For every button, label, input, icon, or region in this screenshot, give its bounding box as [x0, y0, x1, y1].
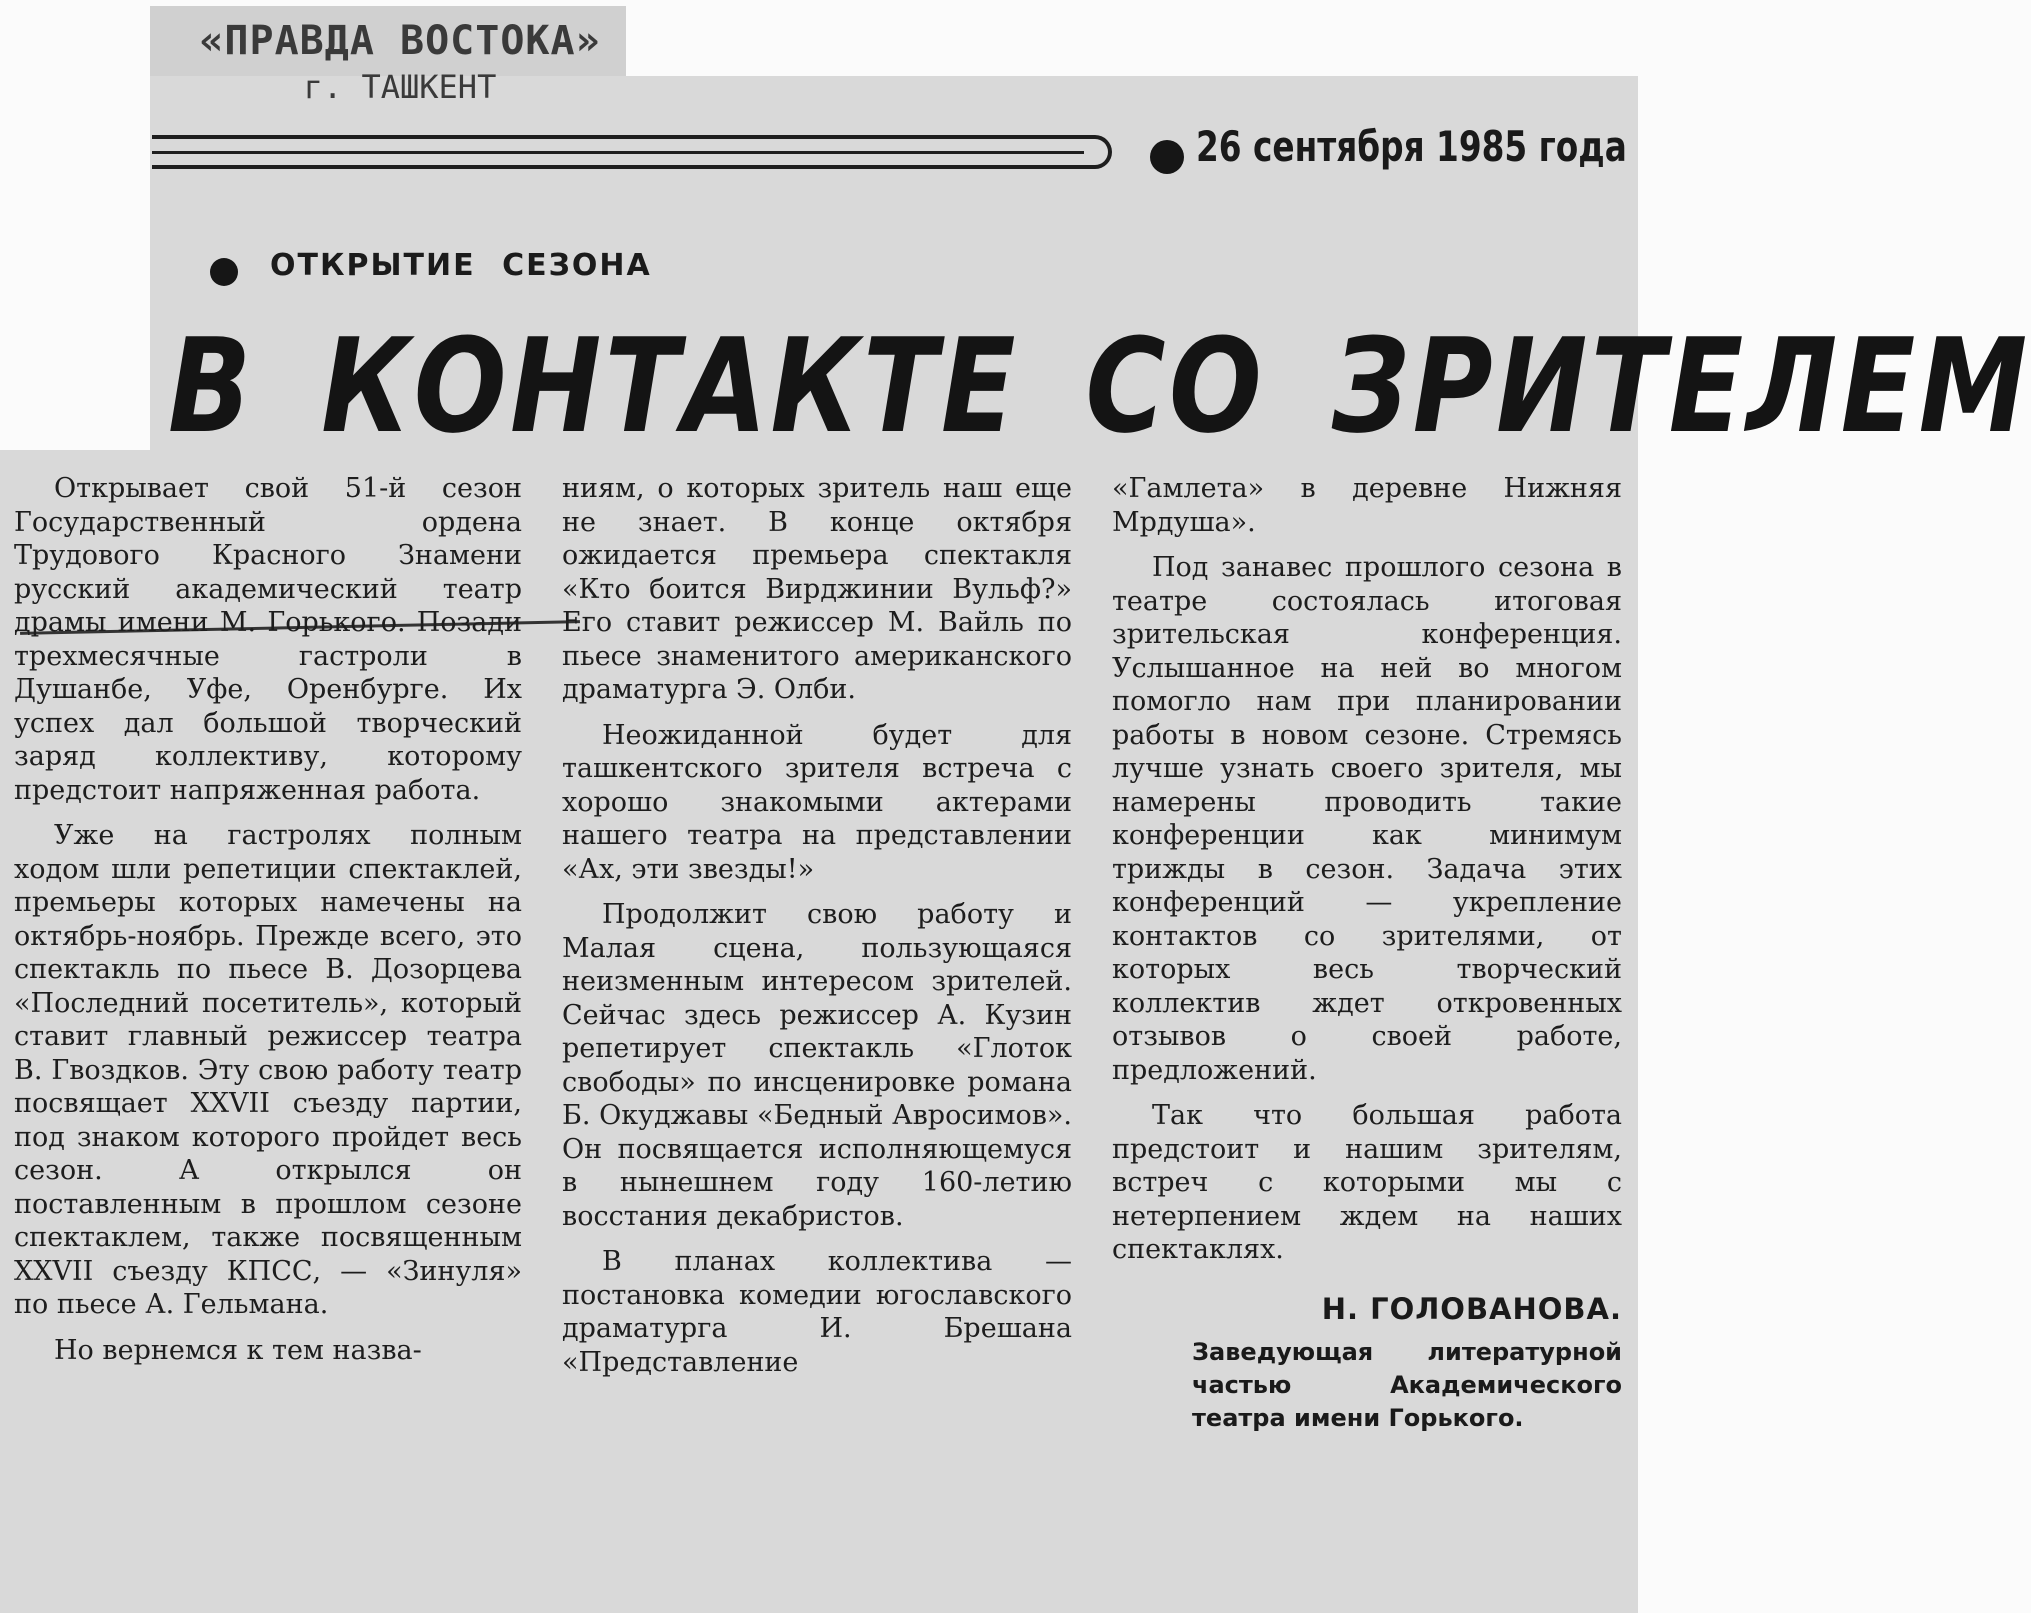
- rubric-bullet-icon: [210, 258, 238, 286]
- newspaper-city: г. ТАШКЕНТ: [303, 68, 497, 106]
- paragraph: Под занавес прошлого сезона в театре состоялась итоговая зрительская конференция. Услышанное на ней во многом помогло нам при планировании работы в новом сезоне. Стремясь лучше узнать своего зрителя, мы намерены проводить такие конференции как минимум трижды в сезон. Задача этих конференций — укрепление контактов со зрителями, от которых весь творческий коллектив ждет откровенных отзывов о своей работе, предложений.: [1112, 552, 1622, 1086]
- article-headline: В КОНТАКТЕ СО ЗРИТЕЛЕМ: [168, 310, 2031, 462]
- article-rubric: ОТКРЫТИЕ СЕЗОНА: [270, 248, 652, 283]
- author-name: Н. ГОЛОВАНОВА.: [1321, 1291, 1622, 1326]
- date-rule-line: [152, 135, 1112, 169]
- paragraph: Так что большая работа предстоит и нашим зрителям, встреч с которыми мы с нетерпением ждем на наших спектаклях.: [1112, 1100, 1622, 1265]
- paragraph: ниям, о которых зритель наш еще не знает. В конце октября ожидается премьера спектакля «Кто боится Вирджинии Вульф?» Его ставит режиссер М. Вайль по пьесе знаменитого американского драматурга Э. Олби.: [562, 473, 1072, 705]
- newspaper-masthead: [180, 18, 620, 106]
- newspaper-name: «ПРАВДА ВОСТОКА»: [199, 18, 601, 64]
- paragraph: Неожиданной будет для ташкентского зрителя встреча с хорошо знакомыми актерами нашего театра на представлении «Ах, эти звезды!»: [562, 719, 1072, 885]
- article-column-1: [14, 472, 522, 1379]
- paragraph: «Гамлета» в деревне Нижняя Мрдуша».: [1112, 473, 1622, 538]
- paragraph: Открывает свой 51-й сезон Государственный ордена Трудового Красного Знамени русский академический театр драмы имени М. Горького. Позади трехмесячные гастроли в Душанбе, Уфе, Оренбурге. Их успех дал большой творческий заряд коллективу, которому предстоит напряженная работа.: [14, 473, 522, 806]
- paragraph: Продолжит свою работу и Малая сцена, пользующаяся неизменным интересом зрителей. Сейчас здесь режиссер А. Кузин репетирует спектакль «Глоток свободы» по инсценировке романа Б. Окуджавы «Бедный Авросимов». Он посвящается исполняющемуся в нынешнем году 160-летию восстания декабристов.: [562, 899, 1072, 1232]
- author-role: Заведующая литературной частью Академического театра имени Горького.: [1192, 1338, 1622, 1432]
- issue-date: 26 сентября 1985 года: [1196, 122, 1627, 171]
- article-column-3: [1112, 472, 1622, 1435]
- paragraph: В планах коллектива — постановка комедии югославского драматурга И. Брешана «Представление: [562, 1246, 1072, 1378]
- paragraph: Уже на гастролях полным ходом шли репетиции спектаклей, премьеры которых намечены на октябрь-ноябрь. Прежде всего, это спектакль по пьесе В. Дозорцева «Последний посетитель», который ставит главный режиссер театра В. Гвоздков. Эту свою работу театр посвящает XXVII съезду партии, под знаком которого пройдет весь сезон. А открылся он поставленным в прошлом сезоне спектаклем, также посвященным XXVII съезду КПСС, — «Зинуля» по пьесе А. Гельмана.: [14, 820, 522, 1320]
- date-bullet-icon: [1150, 140, 1184, 174]
- article-column-2: [562, 472, 1072, 1391]
- paragraph: Но вернемся к тем назва-: [54, 1334, 422, 1366]
